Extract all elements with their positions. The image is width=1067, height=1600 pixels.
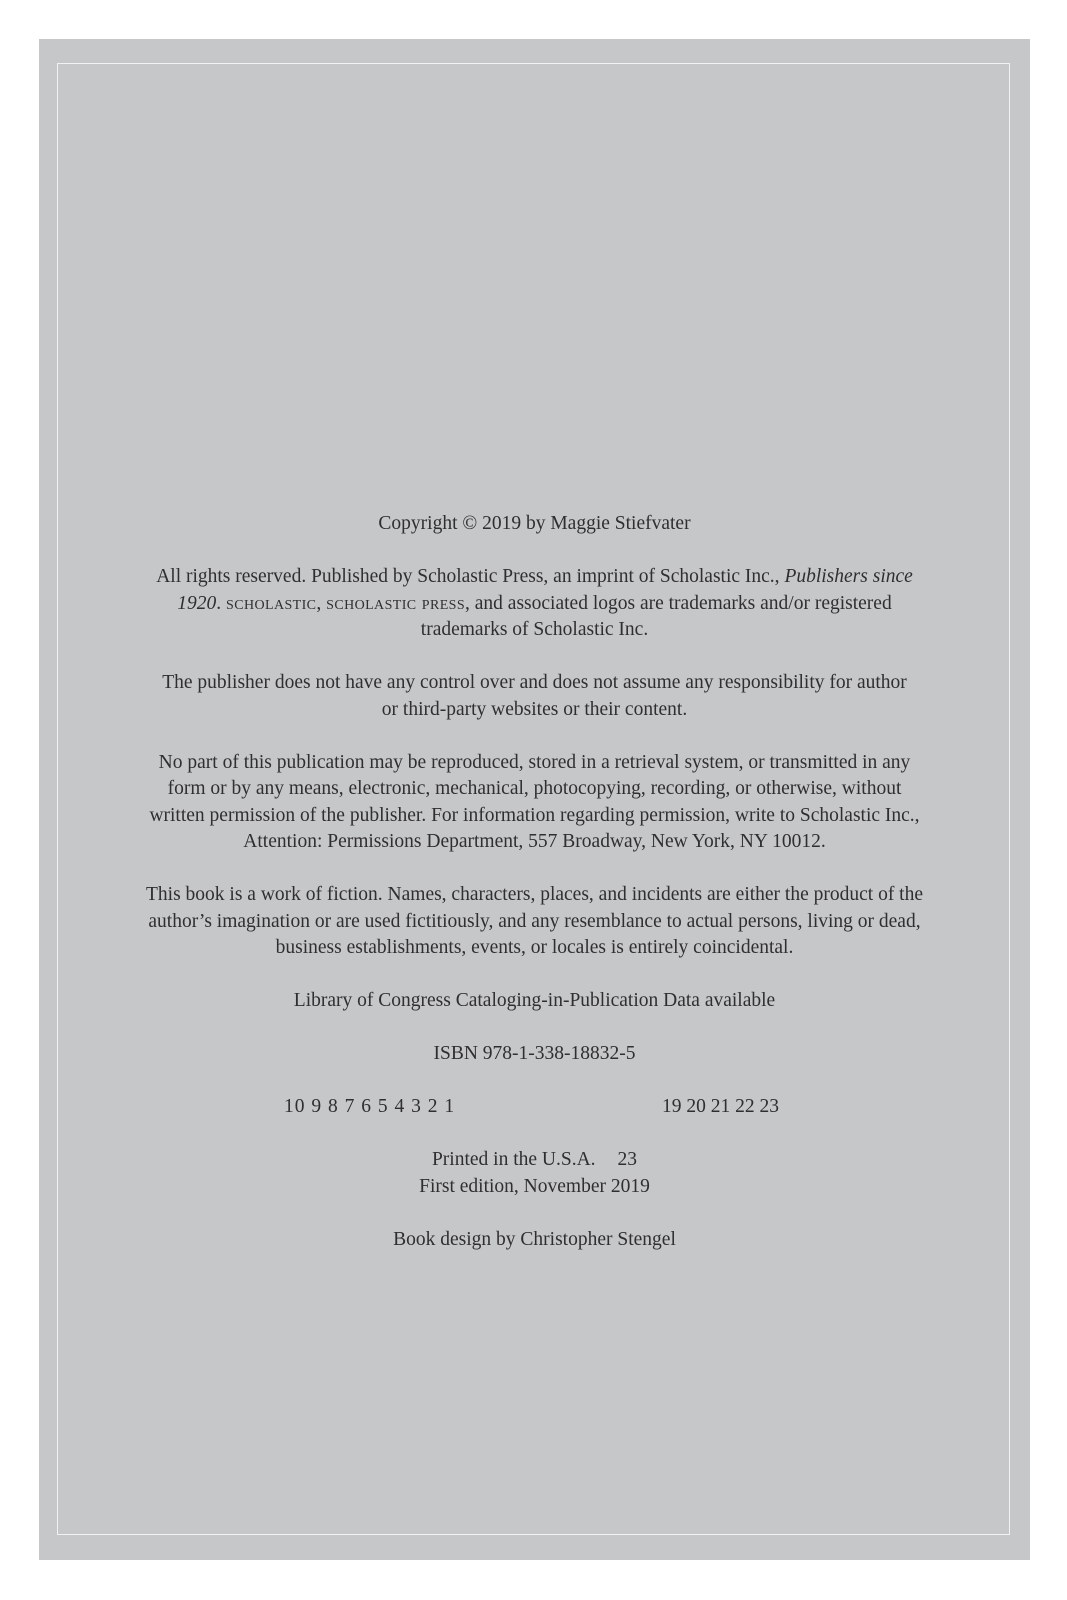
copyright-line: Copyright © 2019 by Maggie Stiefvater	[378, 513, 691, 534]
rights-text-2: .	[216, 592, 227, 614]
permissions-statement: No part of this publication may be reproduced, stored in a retrieval system, or transmitted in any form or by any means, electronic, mechanical, photocopying, recording, or otherwise, without written permission of the publisher. For information regarding permission, write to Scholastic Inc., Attention: Permissions Department, 557 Broadway, New York, NY 10012.	[149, 751, 920, 852]
printing-info	[155, 1147, 915, 1200]
isbn-line: ISBN 978-1-338-18832-5	[433, 1043, 636, 1064]
trademark-scholastic-press: scholastic press	[326, 592, 466, 614]
printed-in-text: Printed in the U.S.A.	[431, 1149, 596, 1170]
publishers-since-text: Publishers since 1920	[177, 566, 913, 614]
rights-text-4: , and associated logos are trademarks and/or registered trademarks of Scholastic Inc.	[420, 592, 892, 640]
printed-in-line	[155, 1147, 915, 1174]
rights-text-1: All rights reserved. Published by Scholastic Press, an imprint of Scholastic Inc.,	[156, 566, 785, 587]
websites-disclaimer: The publisher does not have any control over and does not assume any responsibility for author or third-party websites or their content.	[162, 672, 907, 720]
trademark-scholastic: scholastic	[226, 592, 317, 614]
copyright-text-block	[39, 511, 1030, 1280]
fiction-disclaimer: This book is a work of fiction. Names, characters, places, and incidents are either the product of the author’s imagination or are used fictitiously, and any resemblance to actual persons, living or dead, business establishments, events, or locales is entirely coincidental.	[145, 884, 924, 958]
printer-key-row	[39, 1094, 1030, 1121]
printer-code: 23	[617, 1149, 638, 1170]
printer-key: 10 9 8 7 6 5 4 3 2 1	[284, 1096, 456, 1117]
printing-years: 19 20 21 22 23	[662, 1096, 779, 1117]
rights-text-3: ,	[316, 592, 327, 614]
design-credit: Book design by Christopher Stengel	[393, 1228, 676, 1250]
edition-line: First edition, November 2019	[419, 1175, 650, 1197]
rights-statement	[145, 564, 925, 644]
copyright-page-panel	[39, 39, 1030, 1560]
cip-data-line: Library of Congress Cataloging-in-Publication Data available	[293, 990, 776, 1011]
